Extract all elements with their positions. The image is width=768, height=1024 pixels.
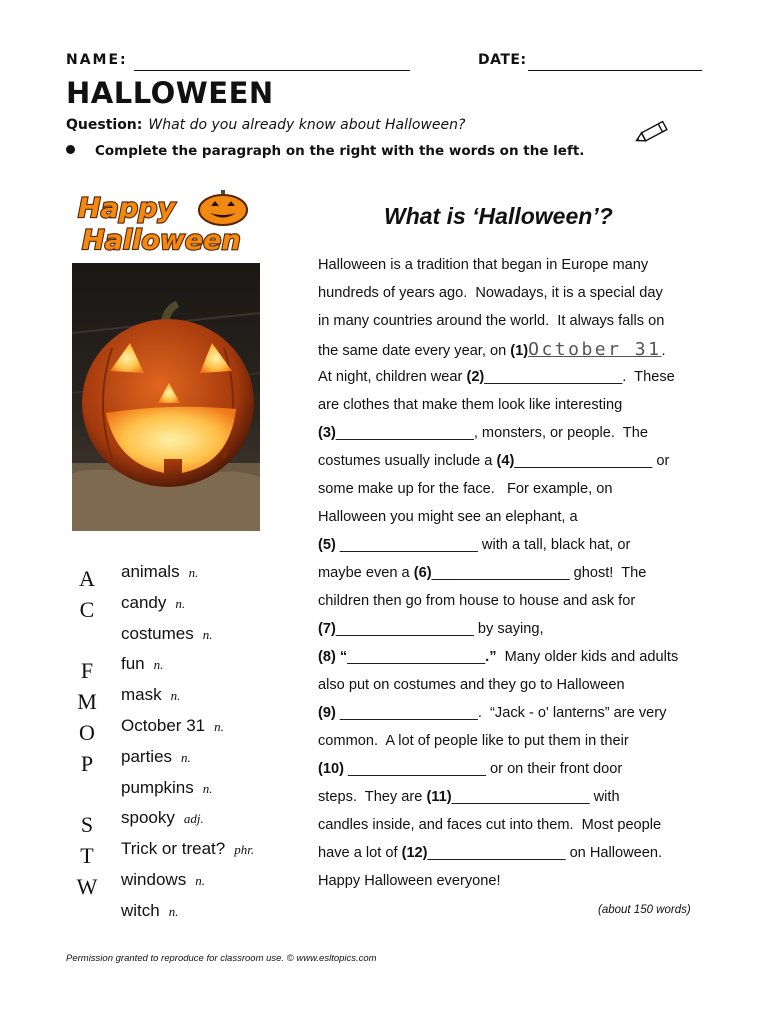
- name-field[interactable]: [134, 70, 410, 71]
- question: [66, 116, 465, 133]
- vocab-item: [70, 714, 300, 745]
- passage-line: [318, 758, 718, 786]
- passage-text: some make up for the face. For example, on: [318, 481, 613, 497]
- passage-line: [318, 730, 718, 758]
- vocab-word-group: [121, 839, 254, 859]
- vocab-part-of-speech: n.: [188, 565, 199, 580]
- passage-text: costumes usually include a: [318, 453, 497, 469]
- passage-text: _________________ or: [514, 453, 670, 469]
- passage-line: [318, 814, 718, 842]
- vocab-letter: T: [80, 843, 94, 869]
- passage-text: Halloween you might see an elephant, a: [318, 509, 578, 525]
- passage-text: At night, children wear: [318, 369, 467, 385]
- vocab-letter: M: [77, 689, 97, 715]
- passage: [318, 254, 718, 898]
- passage-text: _________________ or on their front door: [343, 761, 623, 777]
- vocab-part-of-speech: n.: [214, 718, 224, 734]
- passage-text: hundreds of years ago. Nowadays, it is a special day: [318, 285, 663, 301]
- vocab-letter: P: [80, 750, 94, 776]
- passage-text: candles inside, and faces cut into them. Most people: [318, 817, 662, 833]
- date-field[interactable]: [528, 70, 702, 71]
- vocab-word-group: [121, 778, 213, 798]
- vocab-word: costumes: [121, 623, 194, 643]
- vocab-part-of-speech: n.: [195, 872, 205, 888]
- vocab-part-of-speech: n.: [170, 688, 181, 704]
- vocab-item: [70, 622, 300, 653]
- word-bank: [70, 560, 300, 930]
- question-label: Question:: [66, 117, 143, 133]
- vocab-item: [70, 776, 300, 807]
- passage-line: [318, 562, 718, 590]
- vocab-word: windows: [121, 869, 187, 889]
- blank-number: (9): [318, 705, 336, 721]
- logo-halloween-text: Halloween: [82, 225, 241, 256]
- blank-number: .”: [485, 649, 497, 665]
- passage-text: _________________: [347, 649, 486, 665]
- passage-line: [318, 506, 718, 534]
- passage-text: _________________ by saying,: [335, 621, 544, 637]
- passage-text: have a lot of: [318, 845, 402, 861]
- passage-line: [318, 338, 718, 366]
- vocab-part-of-speech: adj.: [183, 811, 204, 827]
- vocab-part-of-speech: phr.: [234, 842, 255, 858]
- vocab-word: Trick or treat?: [121, 839, 226, 859]
- vocab-word-group: [121, 593, 185, 613]
- passage-text: Happy Halloween everyone!: [318, 873, 501, 889]
- passage-text: _________________ on Halloween.: [427, 845, 663, 861]
- passage-line: [318, 366, 718, 394]
- vocab-item: [70, 837, 300, 868]
- vocab-item: [70, 868, 300, 899]
- instruction-text: Complete the paragraph on the right with the words on the left.: [95, 143, 585, 159]
- passage-line: [318, 310, 718, 338]
- vocab-word-group: [121, 716, 224, 736]
- passage-text: children then go from house to house and ask for: [318, 593, 636, 609]
- vocab-word-group: [121, 870, 205, 890]
- passage-line: [318, 590, 718, 618]
- blank-number: (7): [318, 621, 336, 637]
- passage-text: Halloween is a tradition that began in Europe many: [318, 257, 649, 273]
- passage-line: [318, 254, 718, 282]
- passage-text: also put on costumes and they go to Halloween: [318, 677, 625, 693]
- vocab-word: animals: [121, 562, 180, 581]
- passage-text: _________________, monsters, or people. The: [335, 425, 648, 441]
- word-count: (about 150 words): [598, 904, 691, 916]
- passage-title: What is ‘Halloween’?: [384, 203, 613, 229]
- vocab-word: witch: [121, 900, 160, 920]
- blank-number: (11): [426, 789, 452, 805]
- vocab-word-group: [121, 562, 198, 582]
- footer-permission: Permission granted to reproduce for classroom use. © www.esltopics.com: [66, 953, 377, 964]
- vocab-letter: W: [76, 873, 98, 899]
- vocab-item: [70, 806, 300, 837]
- passage-text: in many countries around the world. It always falls on: [318, 313, 665, 329]
- vocab-word-group: [121, 808, 204, 828]
- vocab-word: October 31: [121, 715, 206, 735]
- passage-line: [318, 646, 718, 674]
- passage-line: [318, 702, 718, 730]
- pencil-icon: [634, 118, 674, 148]
- vocab-word-group: [121, 901, 178, 921]
- happy-halloween-logo: [74, 186, 264, 256]
- pumpkin-logo-icon: [199, 190, 247, 225]
- vocab-word: mask: [121, 685, 162, 705]
- passage-line: [318, 674, 718, 702]
- passage-line: [318, 282, 718, 310]
- passage-line: [318, 842, 718, 870]
- blank-number: (4): [496, 453, 515, 469]
- blank-number: (1): [510, 343, 529, 359]
- blank-number: (12): [401, 845, 428, 861]
- vocab-item: [70, 652, 300, 683]
- vocab-item: [70, 591, 300, 622]
- passage-line: [318, 618, 718, 646]
- passage-text: steps. They are: [318, 789, 427, 805]
- jack-o-lantern-photo: [72, 263, 260, 531]
- question-text: What do you already know about Halloween?: [148, 117, 466, 133]
- vocab-part-of-speech: n.: [202, 780, 213, 796]
- name-label: NAME:: [66, 52, 128, 68]
- vocab-word: pumpkins: [121, 777, 194, 797]
- vocab-letter: F: [80, 658, 94, 684]
- vocab-part-of-speech: n.: [175, 595, 186, 611]
- blank-number: (8) “: [318, 649, 348, 665]
- passage-line: [318, 450, 718, 478]
- passage-line: [318, 870, 718, 898]
- vocab-item: [70, 899, 300, 930]
- passage-text: _________________ with: [451, 789, 620, 805]
- passage-text: .: [661, 343, 666, 359]
- blank-number: (3): [318, 425, 336, 441]
- passage-text: common. A lot of people like to put them in their: [318, 733, 629, 749]
- passage-line: [318, 478, 718, 506]
- logo-happy-text: Happy: [78, 193, 176, 224]
- answer-handwritten: October 31: [528, 339, 662, 360]
- passage-line: [318, 394, 718, 422]
- blank-number: (2): [466, 369, 485, 385]
- vocab-letter: S: [80, 812, 94, 838]
- passage-line: [318, 786, 718, 814]
- vocab-letter: C: [79, 596, 95, 622]
- vocab-part-of-speech: n.: [202, 626, 213, 642]
- vocab-word: candy: [121, 592, 167, 612]
- passage-text: _________________. These: [484, 369, 675, 385]
- bullet-icon: [66, 145, 75, 154]
- passage-text: _________________ ghost! The: [431, 565, 647, 581]
- vocab-word-group: [121, 654, 163, 674]
- vocab-part-of-speech: n.: [168, 903, 179, 919]
- passage-line: [318, 534, 718, 562]
- vocab-part-of-speech: n.: [181, 749, 191, 765]
- vocab-part-of-speech: n.: [153, 657, 164, 673]
- page-title: HALLOWEEN: [66, 76, 274, 110]
- passage-text: _________________ with a tall, black hat, or: [335, 537, 631, 553]
- blank-number: (5): [318, 537, 336, 553]
- vocab-letter: A: [79, 566, 95, 591]
- blank-number: (10): [318, 761, 344, 777]
- vocab-word-group: [121, 624, 213, 644]
- vocab-word-group: [121, 747, 191, 767]
- vocab-word: parties: [121, 746, 173, 766]
- date-label: DATE:: [478, 52, 527, 68]
- blank-number: (6): [413, 565, 432, 581]
- vocab-letter: O: [79, 719, 95, 745]
- passage-text: are clothes that make them look like interesting: [318, 397, 623, 413]
- instruction: [66, 143, 584, 159]
- vocab-word-group: [121, 685, 180, 705]
- vocab-word: spooky: [121, 808, 175, 828]
- passage-text: Many older kids and adults: [496, 649, 679, 665]
- vocab-word: fun: [121, 654, 145, 674]
- vocab-item: [70, 560, 300, 591]
- vocab-item: [70, 683, 300, 714]
- passage-text: maybe even a: [318, 565, 414, 581]
- passage-text: _________________. “Jack - o' lanterns” are very: [335, 705, 667, 721]
- passage-line: [318, 422, 718, 450]
- passage-text: the same date every year, on: [318, 343, 511, 359]
- vocab-item: [70, 745, 300, 776]
